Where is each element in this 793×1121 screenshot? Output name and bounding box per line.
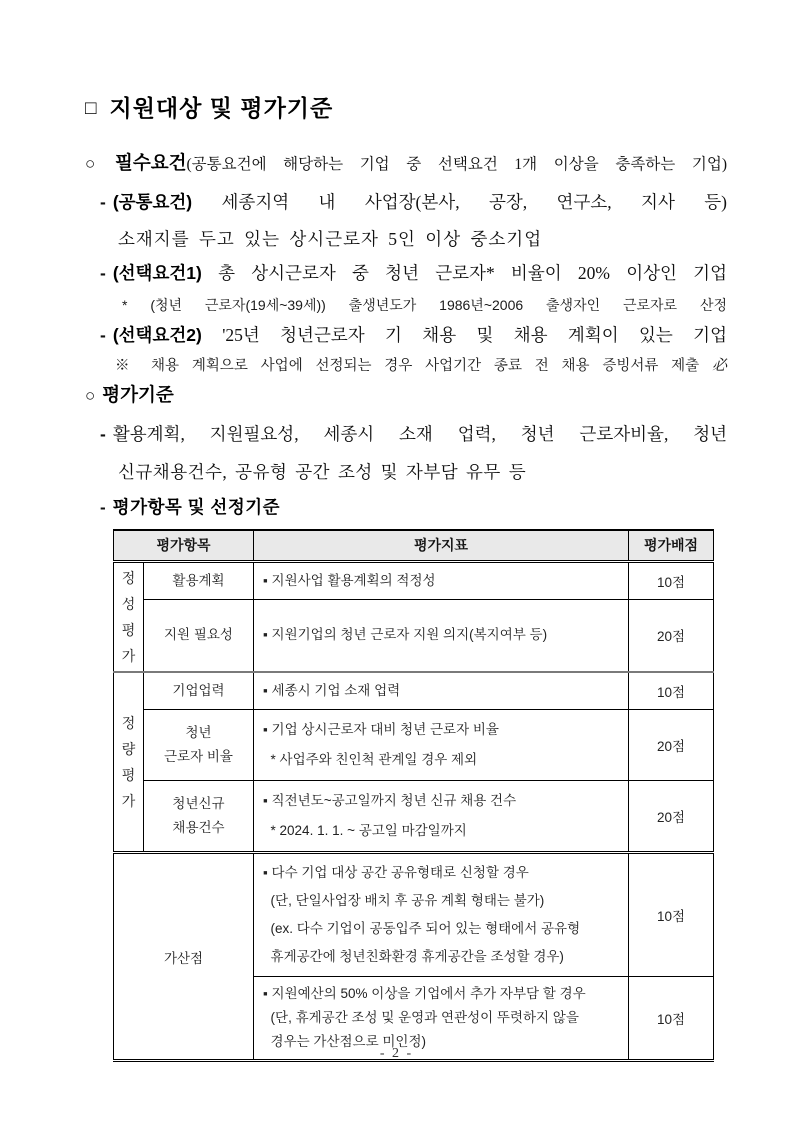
select-condition-1-label: (선택요건1) xyxy=(112,263,202,283)
indicator-subnote-line: * 2024. 1. 1. ~ 공고일 마감일까지 xyxy=(263,823,467,838)
item-line: 청년 xyxy=(185,725,212,740)
common-condition-continuation xyxy=(118,226,727,252)
item-cell xyxy=(144,672,254,710)
group-quantitative-label: 정량평가 xyxy=(121,715,136,809)
evaluation-criteria-label: 평가기준 xyxy=(102,384,174,405)
evaluation-criteria-line-2 xyxy=(118,459,727,485)
group-qualitative-label: 정성평가 xyxy=(121,569,136,664)
item-line: 기업업력 xyxy=(172,683,225,698)
indicator-cell xyxy=(254,561,629,599)
item-line: 청년신규 xyxy=(172,796,225,811)
indicator-cell xyxy=(254,710,629,781)
indicator-line: ▪ 지원기업의 청년 근로자 지원 의지(복지여부 등) xyxy=(263,627,548,643)
dash-bullet: - xyxy=(100,192,106,212)
common-condition-line xyxy=(100,189,727,215)
score-cell: 10점 xyxy=(629,672,714,710)
indicator-cell xyxy=(254,853,629,977)
indicator-line: ▪ 지원예산의 50% 이상을 기업에서 추가 자부담 할 경우 xyxy=(263,986,586,1001)
table-row xyxy=(114,781,714,853)
indicator-line: ▪ 기업 상시근로자 대비 청년 근로자 비율 xyxy=(263,722,499,737)
indicator-cell xyxy=(254,672,629,710)
group-cell-quantitative xyxy=(114,672,144,853)
table-row xyxy=(114,710,714,781)
item-cell xyxy=(144,710,254,781)
page-number: - 2 - xyxy=(379,1046,414,1061)
table-heading xyxy=(100,494,727,521)
square-bullet-icon: □ xyxy=(85,98,98,119)
dash-bullet: - xyxy=(100,498,106,517)
item-cell xyxy=(144,561,254,599)
common-condition-text-2: 소재지를 두고 있는 상시근로자 5인 이상 중소기업 xyxy=(118,229,543,249)
select-condition-1-text: 총 상시근로자 중 청년 근로자* 비율이 20% 이상인 기업 xyxy=(218,263,727,283)
score-cell: 10점 xyxy=(629,853,714,977)
select-condition-2-footnote xyxy=(115,356,727,376)
score-cell: 10점 xyxy=(629,561,714,599)
indicator-line: ▪ 다수 기업 대상 공간 공유형태로 신청할 경우 xyxy=(263,865,529,880)
evaluation-criteria-line-1 xyxy=(100,421,727,447)
dash-bullet: - xyxy=(100,424,106,444)
item-line: 활용계획 xyxy=(172,572,225,588)
circle-bullet-icon: ○ xyxy=(85,386,96,405)
page-title xyxy=(85,93,727,126)
item-cell xyxy=(144,781,254,853)
required-conditions-label: 필수요건 xyxy=(115,152,187,173)
indicator-line: ▪ 지원사업 활용계획의 적정성 xyxy=(263,572,436,588)
score-cell: 20점 xyxy=(629,710,714,781)
common-condition-text: 세종지역 내 사업장(본사, 공장, 연구소, 지사 등) xyxy=(221,192,727,212)
column-header-item: 평가항목 xyxy=(114,530,254,561)
column-header-indicator: 평가지표 xyxy=(254,530,629,561)
indicator-line: (단, 휴게공간 조성 및 운영과 연관성이 뚜렷하지 않을 xyxy=(263,1010,579,1025)
table-row xyxy=(114,672,714,710)
evaluation-criteria-text-2: 신규채용건수, 공유형 공간 조성 및 자부담 유무 등 xyxy=(118,462,527,482)
required-conditions-note: (공통요건에 해당하는 기업 중 선택요건 1개 이상을 충족하는 기업) xyxy=(186,156,727,173)
indicator-subnote-line: * 사업주와 친인척 관계일 경우 제외 xyxy=(263,752,478,767)
score-cell: 20점 xyxy=(629,599,714,672)
indicator-cell xyxy=(254,599,629,672)
indicator-line: ▪ 직전년도~공고일까지 청년 신규 채용 건수 xyxy=(263,793,517,808)
item-line: 근로자 비율 xyxy=(164,749,233,764)
item-line: 지원 필요성 xyxy=(164,627,233,643)
table-header-row xyxy=(114,530,714,561)
indicator-line: 휴게공간에 청년친화환경 휴게공간을 조성할 경우) xyxy=(263,949,564,964)
evaluation-criteria-heading xyxy=(85,382,727,410)
bonus-label-cell: 가산점 xyxy=(114,853,254,1061)
score-cell: 10점 xyxy=(629,977,714,1061)
indicator-line: (단, 단일사업장 배치 후 공유 계획 형태는 불가) xyxy=(263,893,545,908)
required-conditions-heading xyxy=(85,150,727,178)
circle-bullet-icon: ○ xyxy=(85,154,109,173)
dash-bullet: - xyxy=(100,325,106,345)
required-hanja-mark: 必 xyxy=(711,358,727,374)
table-row xyxy=(114,599,714,672)
table-row xyxy=(114,561,714,599)
select-condition-2-text: '25년 청년근로자 기 채용 및 채용 계획이 있는 기업 xyxy=(222,325,727,345)
common-condition-label: (공통요건) xyxy=(112,192,193,212)
indicator-line: (ex. 다수 기업이 공동입주 되어 있는 형태에서 공유형 xyxy=(263,921,581,936)
select-condition-1-footnote xyxy=(122,295,727,315)
select-condition-2-line xyxy=(100,322,727,348)
item-cell xyxy=(144,599,254,672)
indicator-line: ▪ 세종시 기업 소재 업력 xyxy=(263,683,401,698)
item-line: 채용건수 xyxy=(172,820,225,835)
page-title-text: 지원대상 및 평가기준 xyxy=(109,95,334,121)
dash-bullet: - xyxy=(100,263,106,283)
indicator-line: 경우는 가산점으로 미인정) xyxy=(263,1034,426,1049)
select-condition-1-footnote-text: * (청년 근로자(19세~39세)) 출생년도가 1986년~2006 출생자인 근로자로 산정 xyxy=(122,297,727,313)
group-cell-qualitative xyxy=(114,561,144,672)
column-header-score: 평가배점 xyxy=(629,530,714,561)
table-heading-label: 평가항목 및 선정기준 xyxy=(112,497,281,517)
evaluation-criteria-text-1: 활용계획, 지원필요성, 세종시 소재 업력, 청년 근로자비율, 청년 xyxy=(112,424,727,444)
score-cell: 20점 xyxy=(629,781,714,853)
select-condition-2-label: (선택요건2) xyxy=(112,325,202,345)
select-condition-2-footnote-text: ※ 채용 계획으로 사업에 선정되는 경우 사업기간 종료 전 채용 증빙서류 제출 xyxy=(115,358,712,374)
select-condition-1-line xyxy=(100,260,727,286)
indicator-cell xyxy=(254,781,629,853)
table-row-bonus xyxy=(114,853,714,977)
evaluation-table xyxy=(113,529,714,1062)
